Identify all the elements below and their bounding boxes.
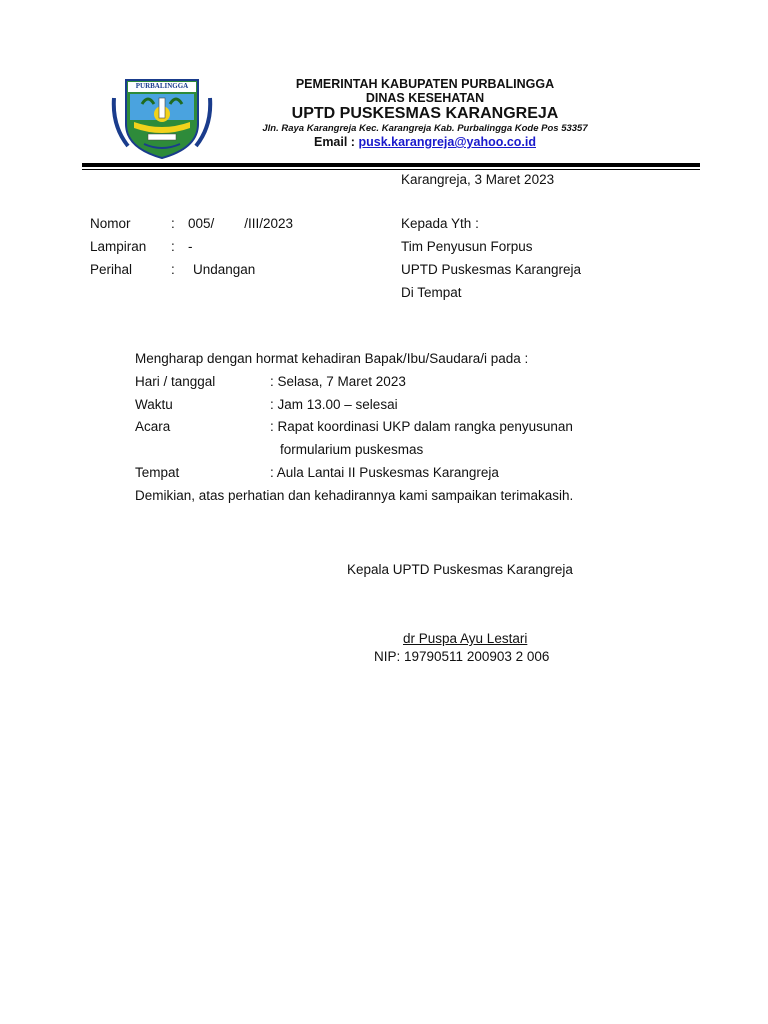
- header-department: DINAS KESEHATAN: [365, 91, 485, 105]
- date-line: Karangreja, 3 Maret 2023: [401, 172, 555, 187]
- detail-value: formularium puskesmas: [280, 442, 424, 457]
- letterhead-rule-thin: [82, 169, 700, 170]
- meta-value-perihal: Undangan: [193, 262, 256, 277]
- letterhead-rule: [82, 163, 700, 167]
- recipient-line: Di Tempat: [401, 285, 462, 300]
- signature-position: Kepala UPTD Puskesmas Karangreja: [347, 562, 573, 577]
- meta-label-nomor: Nomor: [90, 216, 131, 231]
- email-label: Email :: [313, 135, 355, 149]
- detail-value: : Rapat koordinasi UKP dalam rangka penyusunan: [270, 419, 573, 434]
- signature-nip: NIP: 19790511 200903 2 006: [374, 649, 550, 664]
- logo-label: PURBALINGGA: [135, 82, 189, 90]
- opening-paragraph: Mengharap dengan hormat kehadiran Bapak/Ibu/Saudara/i pada :: [135, 351, 529, 366]
- meta-sep-nomor: :: [171, 216, 175, 231]
- detail-label: Waktu: [135, 397, 173, 412]
- detail-value: : Aula Lantai II Puskesmas Karangreja: [270, 465, 499, 480]
- meta-sep-lampiran: :: [171, 239, 175, 254]
- closing-paragraph: Demikian, atas perhatian dan kehadirannya kami sampaikan terimakasih.: [135, 488, 574, 503]
- email-link[interactable]: pusk.karangreja@yahoo.co.id: [358, 135, 536, 149]
- header-address: Jln. Raya Karangreja Kec. Karangreja Kab. Purbalingga Kode Pos 53357: [262, 123, 588, 134]
- detail-label: Acara: [135, 419, 171, 434]
- detail-value: : Jam 13.00 – selesai: [270, 397, 398, 412]
- header-organization: UPTD PUSKESMAS KARANGREJA: [291, 105, 559, 122]
- detail-label: Hari / tanggal: [135, 374, 216, 389]
- meta-sep-perihal: :: [171, 262, 175, 277]
- recipient-line: UPTD Puskesmas Karangreja: [401, 262, 582, 277]
- header-government: PEMERINTAH KABUPATEN PURBALINGGA: [295, 77, 555, 91]
- recipient-line: Tim Penyusun Forpus: [401, 239, 533, 254]
- meta-value-nomor: 005/ /III/2023: [188, 216, 294, 231]
- header-email-line: [240, 135, 610, 149]
- detail-label: Tempat: [135, 465, 180, 480]
- meta-label-perihal: Perihal: [90, 262, 133, 277]
- recipient-line: Kepada Yth :: [401, 216, 479, 231]
- detail-value: : Selasa, 7 Maret 2023: [270, 374, 406, 389]
- signature-name: dr Puspa Ayu Lestari: [403, 631, 528, 646]
- meta-value-lampiran: -: [188, 239, 193, 254]
- meta-label-lampiran: Lampiran: [90, 239, 147, 254]
